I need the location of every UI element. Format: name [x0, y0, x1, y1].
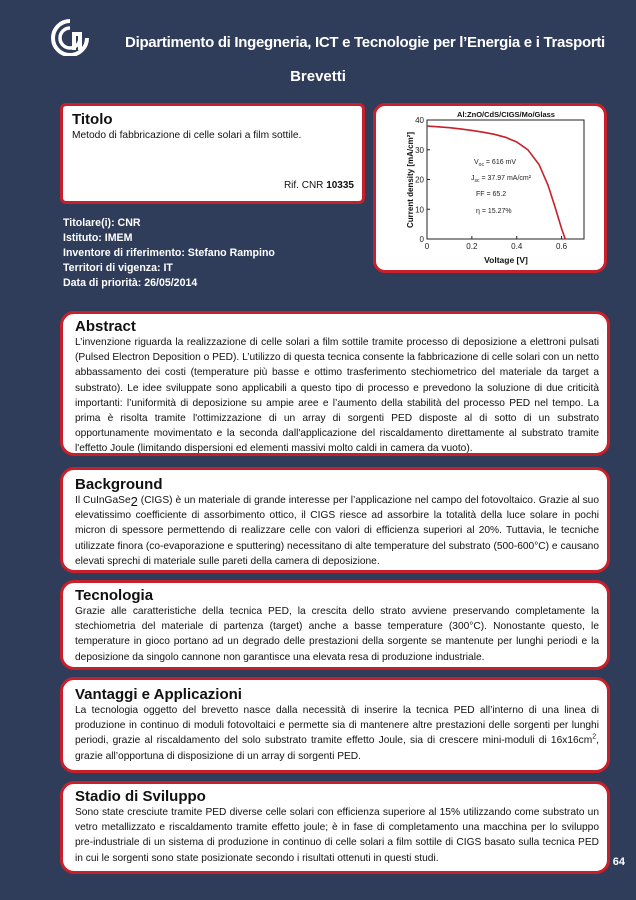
section-title: Brevetti [290, 68, 346, 85]
x-tick-label: 0.4 [511, 242, 523, 251]
inventore: Inventore di riferimento: Stefano Rampino [63, 247, 275, 259]
jv-curve [427, 126, 565, 239]
x-axis-label: Voltage [V] [484, 255, 528, 265]
stadio-text: Sono state cresciute tramite PED diverse celle solari con efficienza superiore al 15% utilizzando come substrato un vetro metallizzato e riscaldamento tramite effetto joule; è in fase di completamento una macchina per lo sviluppo pre-industriale di un sistema di produzione in continuo di celle solari a film sottile di CIGS basato sulla tecnica PED in cui le sorgenti sono state posizionate secondo i risultati ottenuti in questi studi. [75, 807, 599, 864]
jsc-annotation: $J_{sc} = 37.97$ mA/cm² [471, 175, 532, 184]
rif-cnr [284, 180, 354, 191]
territori: Territori di vigenza: IT [63, 262, 173, 274]
ff-annotation: FF = 65.2 [476, 191, 507, 198]
vantaggi-text: La tecnologia oggetto del brevetto nasce dalla necessità di inserire la tecnica PED all’interno di una linea di produzione in continuo di moduli fotovoltaici e permette sia di mantenere altre prestazioni delle sorgenti per lunghi periodi, grazie al riscaldamento del solo substrato tramite effetto Joule, sia di crescere mini-moduli di $16x16cm^2$, grazie all’opportuna di disposizione di un array di sorgenti PED. [75, 705, 599, 762]
titolo-heading: Titolo [72, 111, 113, 128]
cnr-logo [48, 18, 92, 56]
jv-chart [376, 106, 604, 270]
department-title: Dipartimento di Ingegneria, ICT e Tecnologie per l’Energia e i Trasporti [125, 34, 605, 51]
x-tick-label: 0.6 [556, 242, 568, 251]
chart-annotations [471, 159, 532, 215]
y-axis-label: Current density [mA/cm²] [406, 131, 415, 229]
stadio-box [60, 781, 610, 874]
background-heading: Background [75, 476, 163, 493]
titolo-box [60, 103, 365, 204]
eta-annotation: η = 15.27% [476, 208, 512, 215]
titolare: Titolare(i): CNR [63, 217, 141, 229]
abstract-text: L’invenzione riguarda la realizzazione di celle solari a film sottile tramite processo di deposizione a elettroni pulsati (Pulsed Electron Deposition o PED). L’utilizzo di questa tecnica consente la fabbricazione di celle solari con un netto abbassamento dei costi (temperature più basse e ottimo trasferimento stechiometrico del materiale da target a substrato). Le idee sviluppate sono applicabili a questo tipo di processo e prevedono la soluzione di due criticità importanti: l’uniformità di deposizione su ampie aree e l’aumento della stabilità del processo PED nel tempo. La prima è risolta tramite l'ottimizzazione di un array di sorgenti PED disposte al di sotto di un substrato opportunamente movimentato e la seconda dall'applicazione del riscaldamento direttamente al substrato tramite l'effetto Joule (limitando dispersioni ed elementi massivi molto caldi in camera da vuoto). [75, 337, 599, 455]
x-tick-label: 0 [424, 242, 430, 251]
tecnologia-box [60, 580, 610, 670]
rif-number: 10335 [326, 180, 354, 191]
chart-title: Al:ZnO/CdS/CIGS/Mo/Glass [457, 110, 555, 119]
tecnologia-text: Grazie alle caratteristiche della tecnica PED, la crescita dello strato avviene preservando completamente la stechiometria del materiale di partenza (target) anche a basse temperature (300°C). Nonostante questo, le temperature in gioco portano ad un degrado delle prestazioni della sorgente se mantenute per lunghi periodi e la deposizione da singolo cannone non garantisce una elevata resa di produzione industriale. [75, 606, 599, 663]
y-tick-label: 30 [415, 145, 424, 155]
background-text: Il CuInGaSe$_2$ (CIGS) è un materiale di grande interesse per l’applicazione nel campo del fotovoltaico. Grazie al suo elevatissimo coefficiente di assorbimento ottico, il CIGS riesce ad assorbire la totalità della luce solare in pochi micron di spessore permettendo di realizzare celle con valori di efficienza superiori al 20%. Tuttavia, le tecniche utilizzate finora (co-evaporazione e sputtering) necessitano di alte temperature del substrato (500-600°C) e causano elevati sprechi di materiale sulle pareti della camera di deposizione. [75, 494, 599, 567]
vantaggi-heading: Vantaggi e Applicazioni [75, 686, 242, 703]
y-tick-label: 0 [419, 235, 424, 244]
y-tick-label: 40 [415, 116, 424, 125]
vantaggi-box [60, 677, 610, 773]
stadio-heading: Stadio di Sviluppo [75, 788, 206, 805]
abstract-heading: Abstract [75, 318, 136, 335]
y-tick-label: 10 [415, 205, 424, 215]
tecnologia-heading: Tecnologia [75, 587, 154, 604]
rif-prefix: Rif. CNR [283, 180, 324, 191]
data-priorita: Data di priorità: 26/05/2014 [63, 277, 198, 289]
patent-metadata [63, 216, 275, 291]
istituto: Istituto: IMEM [63, 232, 133, 244]
titolo-text: Metodo di fabbricazione di celle solari a film sottile. [72, 130, 302, 141]
jv-chart-box [373, 103, 607, 273]
y-tick-label: 20 [415, 175, 424, 185]
background-box [60, 467, 610, 573]
abstract-box [60, 311, 610, 456]
x-tick-label: 0.2 [466, 242, 478, 251]
voc-annotation: $V_{oc} = 616$ mV [474, 159, 517, 168]
axis-ticks [415, 116, 568, 251]
page-number: 64 [612, 856, 625, 868]
